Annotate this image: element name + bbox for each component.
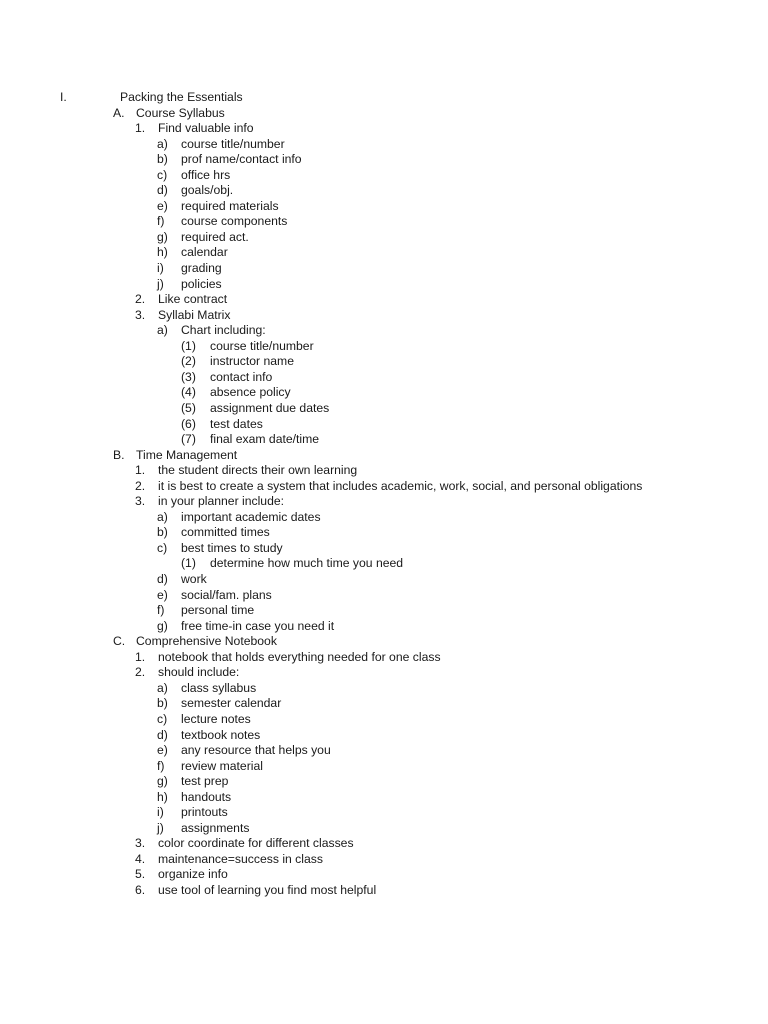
outline-item-marker: d) bbox=[157, 183, 168, 198]
outline-item bbox=[0, 448, 768, 464]
outline-item-marker: (6) bbox=[181, 416, 196, 431]
outline-item-marker: 5. bbox=[135, 867, 146, 882]
outline-item-text: committed times bbox=[181, 525, 270, 540]
outline-item-marker: C. bbox=[113, 634, 126, 649]
outline-item bbox=[0, 836, 768, 852]
outline-item bbox=[0, 712, 768, 728]
outline-item bbox=[0, 230, 768, 246]
outline-item-marker: B. bbox=[113, 447, 125, 462]
outline-item-text: absence policy bbox=[210, 385, 291, 400]
outline-item-marker: j) bbox=[157, 276, 164, 291]
outline-item-text: notebook that holds everything needed for one class bbox=[158, 649, 441, 664]
outline-item bbox=[0, 323, 768, 339]
outline-item bbox=[0, 603, 768, 619]
outline-item-marker: a) bbox=[157, 680, 168, 695]
outline-item-text: handouts bbox=[181, 789, 232, 804]
outline-item-text: goals/obj. bbox=[181, 183, 234, 198]
outline-item-text: use tool of learning you find most helpful bbox=[158, 883, 377, 897]
outline-item bbox=[0, 883, 768, 899]
section-marker: I. bbox=[60, 90, 67, 104]
outline-item-marker: g) bbox=[157, 229, 168, 244]
outline-item-marker: 2. bbox=[135, 292, 146, 307]
outline-item bbox=[0, 245, 768, 261]
outline-item-text: Chart including: bbox=[181, 323, 266, 338]
outline-item-text: assignment due dates bbox=[210, 400, 330, 415]
outline-item-marker: (4) bbox=[181, 385, 196, 400]
outline-item-marker: b) bbox=[157, 525, 168, 540]
outline-item-text: best times to study bbox=[181, 540, 283, 555]
outline-item-text: social/fam. plans bbox=[181, 587, 272, 602]
outline-item bbox=[0, 650, 768, 666]
outline-item-text: office hrs bbox=[181, 167, 231, 182]
outline-item-text: important academic dates bbox=[181, 509, 321, 524]
outline-item-text: course title/number bbox=[181, 136, 285, 151]
outline-item bbox=[0, 370, 768, 386]
outline-item-text: course title/number bbox=[210, 338, 314, 353]
outline-item bbox=[0, 743, 768, 759]
outline-item-marker: 6. bbox=[135, 883, 146, 897]
outline-item-text: required act. bbox=[181, 229, 249, 244]
outline-item-text: color coordinate for different classes bbox=[158, 836, 354, 851]
outline-item bbox=[0, 525, 768, 541]
outline-item-marker: 2. bbox=[135, 478, 146, 493]
outline-item-text: in your planner include: bbox=[158, 494, 285, 509]
outline-item bbox=[0, 852, 768, 868]
outline-item-text: lecture notes bbox=[181, 711, 251, 726]
outline-item bbox=[0, 681, 768, 697]
outline-item-marker: f) bbox=[157, 214, 165, 229]
outline-item bbox=[0, 277, 768, 293]
outline-item-text: policies bbox=[181, 276, 222, 291]
outline-item bbox=[0, 728, 768, 744]
outline-item-text: assignments bbox=[181, 820, 250, 835]
outline-item-marker: a) bbox=[157, 509, 168, 524]
outline-item-text: Find valuable info bbox=[158, 121, 254, 136]
outline-item bbox=[0, 214, 768, 230]
outline-item-marker: c) bbox=[157, 167, 168, 182]
outline-item-text: any resource that helps you bbox=[181, 743, 331, 758]
outline-item bbox=[0, 354, 768, 370]
outline-item-marker: A. bbox=[113, 105, 125, 120]
outline-item-text: prof name/contact info bbox=[181, 152, 302, 167]
outline-item bbox=[0, 867, 768, 883]
outline-item-text: textbook notes bbox=[181, 727, 261, 742]
outline-item-text: printouts bbox=[181, 805, 228, 820]
outline-item bbox=[0, 137, 768, 153]
outline-item bbox=[0, 821, 768, 837]
section-title: Packing the Essentials bbox=[120, 90, 243, 104]
outline-item bbox=[0, 619, 768, 635]
outline-item-marker: h) bbox=[157, 245, 168, 260]
outline-item bbox=[0, 479, 768, 495]
outline-item bbox=[0, 572, 768, 588]
outline-item bbox=[0, 401, 768, 417]
outline-item-marker: e) bbox=[157, 198, 168, 213]
outline-item bbox=[0, 510, 768, 526]
outline-item bbox=[0, 168, 768, 184]
outline-item-marker: i) bbox=[157, 261, 164, 275]
outline-item-marker: g) bbox=[157, 618, 168, 633]
outline-item-marker: 4. bbox=[135, 851, 146, 866]
outline-item bbox=[0, 665, 768, 681]
outline-item bbox=[0, 541, 768, 557]
outline-item-text: Like contract bbox=[158, 292, 228, 307]
outline-item bbox=[0, 432, 768, 448]
outline-item bbox=[0, 308, 768, 324]
outline-item bbox=[0, 261, 768, 277]
outline-item-text: personal time bbox=[181, 603, 255, 618]
outline-item-text: work bbox=[181, 572, 207, 586]
outline-item bbox=[0, 152, 768, 168]
outline-item-marker: 1. bbox=[135, 649, 146, 664]
outline-item bbox=[0, 183, 768, 199]
outline-item bbox=[0, 588, 768, 604]
outline-item bbox=[0, 634, 768, 650]
outline-item-marker: (1) bbox=[181, 556, 196, 571]
outline-item-text: maintenance=success in class bbox=[158, 851, 323, 866]
outline-item bbox=[0, 494, 768, 510]
outline-item bbox=[0, 339, 768, 355]
outline-item-text: final exam date/time bbox=[210, 432, 320, 447]
outline-item-marker: d) bbox=[157, 727, 168, 742]
outline-item-marker: d) bbox=[157, 572, 168, 586]
outline-item-marker: e) bbox=[157, 743, 168, 758]
outline-item-text: course components bbox=[181, 214, 288, 229]
outline-item-text: instructor name bbox=[210, 354, 294, 369]
outline-item-marker: (3) bbox=[181, 369, 196, 384]
outline-item bbox=[0, 106, 768, 122]
outline-item-marker: f) bbox=[157, 758, 165, 773]
outline-item-marker: b) bbox=[157, 696, 168, 711]
outline-item-text: semester calendar bbox=[181, 696, 282, 711]
outline-item-marker: a) bbox=[157, 136, 168, 151]
outline-item bbox=[0, 121, 768, 137]
outline-item-text: test prep bbox=[181, 774, 229, 789]
outline-item bbox=[0, 774, 768, 790]
outline-item-text: calendar bbox=[181, 245, 228, 260]
outline-item-text: required materials bbox=[181, 198, 279, 213]
outline-item-marker: (5) bbox=[181, 400, 196, 415]
outline-item-text: the student directs their own learning bbox=[158, 463, 358, 478]
outline-item-marker: 2. bbox=[135, 665, 146, 680]
outline-item bbox=[0, 696, 768, 712]
outline-item-text: determine how much time you need bbox=[210, 556, 404, 571]
outline-item-marker: 1. bbox=[135, 121, 146, 136]
outline-item-text: should include: bbox=[158, 665, 240, 680]
outline-item-marker: i) bbox=[157, 805, 164, 820]
outline-item-marker: c) bbox=[157, 711, 168, 726]
outline-item-marker: g) bbox=[157, 774, 168, 789]
outline-item-text: review material bbox=[181, 758, 263, 773]
outline-item-marker: e) bbox=[157, 587, 168, 602]
outline-item bbox=[0, 556, 768, 572]
outline-item bbox=[0, 199, 768, 215]
outline-item-text: test dates bbox=[210, 416, 263, 431]
outline-item-text: Syllabi Matrix bbox=[158, 307, 231, 322]
outline-item bbox=[0, 292, 768, 308]
outline-item-marker: 3. bbox=[135, 307, 146, 322]
outline-item-marker: 3. bbox=[135, 494, 146, 509]
outline-item-marker: a) bbox=[157, 323, 168, 338]
outline-item-marker: (2) bbox=[181, 354, 196, 369]
outline-item bbox=[0, 805, 768, 821]
outline-item bbox=[0, 463, 768, 479]
outline-item-marker: h) bbox=[157, 789, 168, 804]
outline-item-text: free time-in case you need it bbox=[181, 618, 335, 633]
outline-item bbox=[0, 385, 768, 401]
outline-item-text: contact info bbox=[210, 369, 273, 384]
outline-item bbox=[0, 417, 768, 433]
outline-item-marker: 3. bbox=[135, 836, 146, 851]
outline-item-marker: f) bbox=[157, 603, 165, 618]
section-heading bbox=[0, 90, 768, 106]
outline-item-text: Comprehensive Notebook bbox=[136, 634, 277, 649]
outline-item-text: Time Management bbox=[136, 447, 238, 462]
outline-item-marker: b) bbox=[157, 152, 168, 167]
outline-item bbox=[0, 790, 768, 806]
outline-item-marker: c) bbox=[157, 540, 168, 555]
outline-item bbox=[0, 759, 768, 775]
outline-item-text: Course Syllabus bbox=[136, 105, 225, 120]
outline-item-text: it is best to create a system that includes academic, work, social, and personal obligations bbox=[158, 478, 643, 493]
outline-item-text: class syllabus bbox=[181, 680, 257, 695]
outline-item-text: organize info bbox=[158, 867, 228, 882]
outline-item-marker: j) bbox=[157, 820, 164, 835]
outline-item-marker: 1. bbox=[135, 463, 146, 478]
outline-item-text: grading bbox=[181, 261, 222, 275]
outline-item-marker: (7) bbox=[181, 432, 196, 447]
outline-item-marker: (1) bbox=[181, 338, 196, 353]
